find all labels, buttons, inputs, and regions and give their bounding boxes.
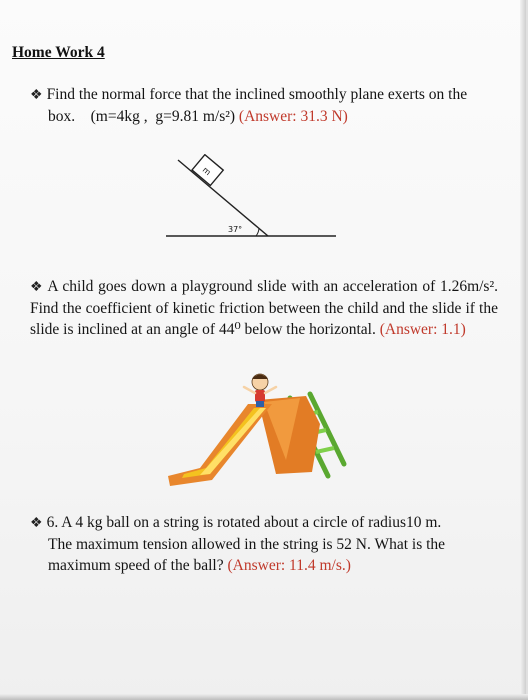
question-1-text: Find the normal force that the inclined smoothly plane exerts on the — [46, 86, 468, 103]
question-3-text-3: maximum speed of the ball? — [48, 557, 224, 574]
question-3-line-2 — [30, 534, 490, 555]
homework-title: Home Work 4 — [12, 44, 105, 61]
question-2-answer: (Answer: 1.1) — [379, 321, 466, 338]
question-1 — [30, 84, 500, 127]
inclined-plane-diagram — [160, 154, 340, 240]
question-3-text-1: 6. A 4 kg ball on a string is rotated about a circle of radius10 m. — [46, 514, 442, 531]
question-3 — [30, 512, 490, 576]
playground-slide-illustration — [160, 364, 360, 494]
question-2 — [30, 276, 498, 340]
question-3-line-3 — [30, 555, 490, 576]
paper-edge-bottom — [0, 694, 528, 700]
box-mass — [192, 155, 223, 186]
mass-label: m — [200, 165, 213, 178]
question-3-text-2: The maximum tension allowed in the string is 52 N. What is the — [48, 536, 446, 553]
slide-body — [168, 396, 320, 486]
angle-label: 37° — [228, 225, 243, 234]
question-2-text: A child goes down a playground slide with an acceleration of 1.26m/s². Find the coefficient of kinetic friction between the child and the slide if the slide is inclined at an angle of 44⁰ below the horizontal. — [30, 278, 498, 338]
paper-edge-right — [520, 0, 526, 700]
four-diamond-bullet-icon: ❖ — [30, 280, 44, 295]
question-3-answer: (Answer: 11.4 m/s.) — [227, 557, 351, 574]
four-diamond-bullet-icon: ❖ — [30, 88, 43, 103]
question-1-line-1 — [30, 84, 500, 106]
question-3-line-1 — [30, 512, 490, 534]
four-diamond-bullet-icon: ❖ — [30, 516, 43, 531]
angle-arc — [256, 228, 259, 236]
question-1-line-2 — [30, 106, 500, 127]
question-1-answer: (Answer: 31.3 N) — [238, 108, 348, 125]
question-1-givens: box. (m=4kg , g=9.81 m/s²) — [48, 108, 236, 125]
